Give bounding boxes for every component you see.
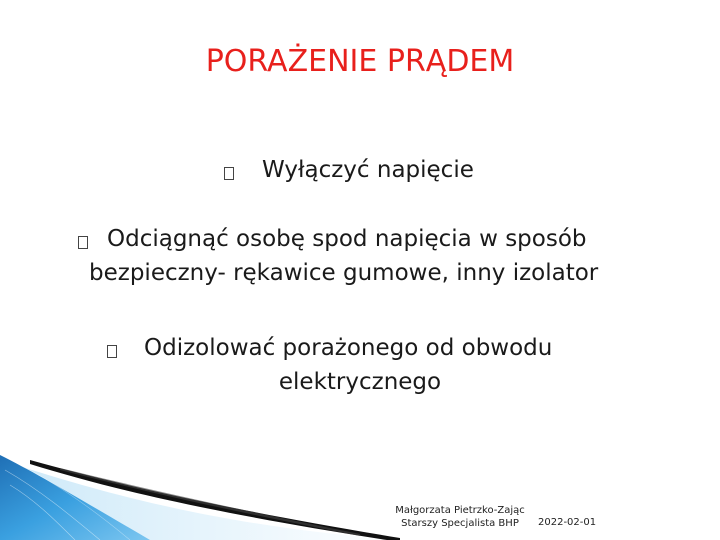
footer-author-role: Starszy Specjalista BHP [401, 518, 519, 529]
bullet-2-line-2: bezpieczny- rękawice gumowe, inny izolator [89, 260, 599, 286]
bullet-1-text: Wyłączyć napięcie [262, 157, 474, 183]
footer-author [380, 504, 540, 530]
footer-author-name: Małgorzata Pietrzko-Zając [395, 505, 525, 516]
slide-title: PORAŻENIE PRĄDEM [205, 44, 515, 79]
bullet-3-line-1: Odizolować porażonego od obwodu [144, 335, 553, 361]
bullet-box-icon [78, 236, 88, 249]
bullet-box-icon [107, 345, 117, 358]
decorative-wave-graphic [0, 430, 400, 540]
bullet-3-line-2: elektrycznego [278, 369, 442, 395]
footer-date: 2022-02-01 [538, 517, 597, 528]
bullet-box-icon [224, 167, 234, 180]
bullet-2-line-1: Odciągnąć osobę spod napięcia w sposób [107, 226, 587, 252]
